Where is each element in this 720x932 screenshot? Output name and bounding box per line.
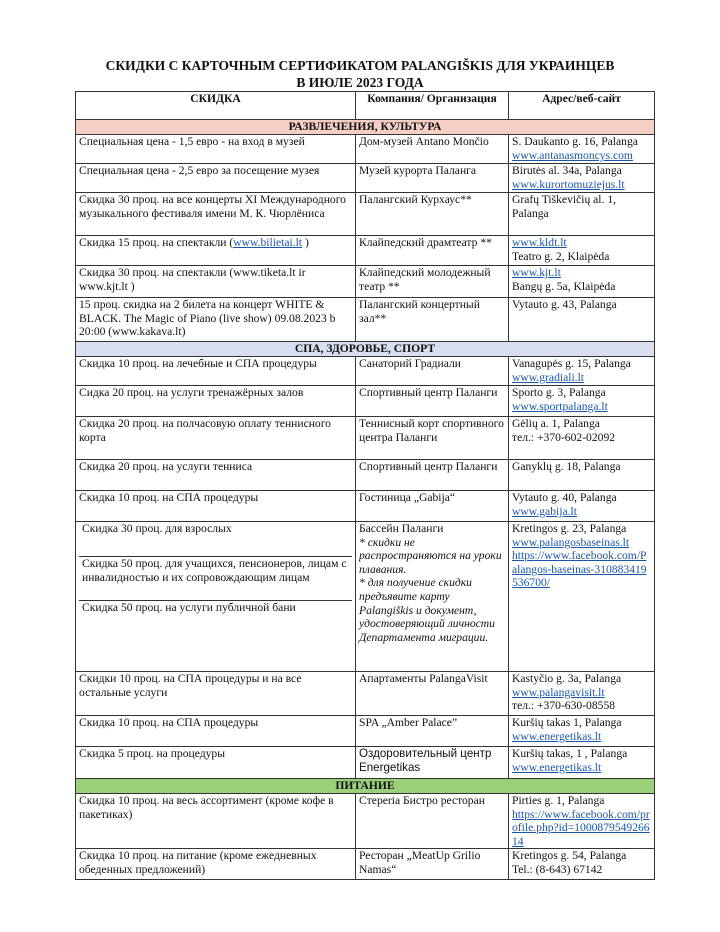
website-link[interactable]: www.kjt.lt (512, 266, 561, 279)
address-text: S. Daukanto g. 16, Palanga (512, 135, 638, 148)
website-link[interactable]: www.kldt.lt (512, 236, 567, 249)
table-row (76, 716, 655, 747)
section-row (76, 342, 655, 357)
discount-cell: Специальная цена - 2,5 евро за посещение музея (76, 164, 356, 193)
discount-text: Скидка 15 проц. на спектакли ( (79, 236, 234, 249)
company-cell: Палангский Курхаус** (356, 193, 509, 236)
header-company: Компания/ Организация (356, 92, 509, 120)
address-text: Birutės al. 34a, Palanga (512, 164, 622, 177)
discount-students: Скидка 50 проц. для учащихся, пенсионеров, лицам с инвалидностью и их сопровождающим лицам (79, 557, 352, 601)
company-cell: Клайпедский молодежный театр ** (356, 266, 509, 298)
discount-cell: Скидка 20 проц. на полчасовую оплату теннисного корта (76, 417, 356, 460)
address-text: Kretingos g. 54, Palanga (512, 849, 627, 863)
address-text: Gėlių a. 1, Palanga (512, 417, 600, 430)
table-row (76, 357, 655, 386)
document-title-line1: СКИДКИ С КАРТОЧНЫМ СЕРТИФИКАТОМ PALANGIŠKIS ДЛЯ УКРАИНЦЕВ (105, 58, 615, 73)
address-text: Teatro g. 2, Klaipėda (512, 249, 610, 263)
table-header-row (76, 92, 655, 120)
company-cell (356, 522, 509, 672)
discount-bath: Скидка 50 проц. на услуги публичной бани (82, 601, 296, 614)
discount-cell: Скидка 20 проц. на услуги тенниса (76, 460, 356, 491)
discount-cell: Скидка 10 проц. на весь ассортимент (кроме кофе в пакетиках) (76, 794, 356, 849)
website-link[interactable]: www.antanasmoncys.com (512, 148, 633, 162)
table-row-pool (76, 522, 655, 672)
phone-text: тел.: +370-602-02092 (512, 430, 616, 444)
discount-cell: Скидка 10 проц. на СПА процедуры (76, 716, 356, 747)
website-link[interactable]: www.palangavisit.lt (512, 685, 605, 699)
table-row (76, 794, 655, 849)
header-address: Адрес/веб-сайт (509, 92, 655, 120)
discount-cell: Специальная цена - 1,5 евро - на вход в музей (76, 135, 356, 164)
company-cell: Оздоровительный центр Energetikas (356, 747, 509, 779)
table-row (76, 135, 655, 164)
discount-cell: Скидки 10 проц. на СПА процедуры и на все остальные услуги (76, 672, 356, 716)
pool-note-document: * для получение скидки предъявите карту Palangiškis и документ, удостоверяющий личности Департамента миграции. (359, 576, 495, 644)
company-cell: Cтeperia Бистро ресторан (356, 794, 509, 849)
discount-cell (76, 236, 356, 266)
address-cell: Vytauto g. 43, Palanga (509, 298, 655, 342)
table-row (76, 460, 655, 491)
address-text: Bangų g. 5a, Klaipėda (512, 279, 616, 293)
section-row (76, 120, 655, 135)
address-cell: Ganyklų g. 18, Palanga (509, 460, 655, 491)
table-row (76, 672, 655, 716)
company-name: Бассейн Паланги (359, 522, 444, 535)
document-title-line2: В ИЮЛЕ 2023 ГОДА (296, 75, 424, 90)
address-cell (509, 417, 655, 460)
phone-text: тел.: +370-630-08558 (512, 699, 616, 713)
table-row (76, 491, 655, 522)
table-row (76, 266, 655, 298)
table-row (76, 417, 655, 460)
website-link[interactable]: www.gradiali.lt (512, 370, 585, 384)
company-cell: Санаторий Градиали (356, 357, 509, 386)
address-cell (509, 266, 655, 298)
table-row (76, 193, 655, 236)
facebook-link[interactable]: https://www.facebook.com/Palangos-baseinas-310883419536700/ (512, 549, 647, 590)
company-cell: Спортивный центр Паланги (356, 386, 509, 417)
address-cell (509, 236, 655, 266)
address-cell (509, 849, 655, 880)
address-cell (509, 164, 655, 193)
bilietai-link[interactable]: www.bilietai.lt (233, 236, 303, 249)
section-spa: СПА, ЗДОРОВЬЕ, СПОРТ (76, 342, 655, 357)
company-cell: Спортивный центр Паланги (356, 460, 509, 491)
discount-cell: 15 проц. скидка на 2 билета на концерт WHITE & BLACK. The Magic of Piano (live show) 09.08.2023 b 20:00 (www.kakava.lt) (76, 298, 356, 342)
address-cell (509, 135, 655, 164)
website-link[interactable]: www.kurortomuziejus.lt (512, 177, 625, 191)
company-cell: SPA „Amber Palace” (356, 716, 509, 747)
address-text: Kretingos g. 23, Palanga (512, 522, 627, 535)
discount-cell: Сидка 20 проц. на услуги тренажёрных залов (76, 386, 356, 417)
company-cell: Апартаменты PalangaVisit (356, 672, 509, 716)
table-row (76, 386, 655, 417)
address-cell (509, 716, 655, 747)
website-link[interactable]: www.energetikas.lt (512, 760, 602, 774)
section-culture: РАЗВЛЕЧЕНИЯ, КУЛЬТУРА (76, 120, 655, 135)
section-food: ПИТАНИЕ (76, 779, 655, 794)
table-row (76, 298, 655, 342)
address-text: Kuršių takas, 1 , Palanga (512, 747, 628, 760)
section-row (76, 779, 655, 794)
address-cell (509, 357, 655, 386)
discount-adults: Скидка 30 проц. для взрослых (79, 522, 352, 557)
address-cell: Grafų Tiškevičių al. 1, Palanga (509, 193, 655, 236)
discount-cell: Скидка 10 проц. на СПА процедуры (76, 491, 356, 522)
address-text: Vytauto g. 40, Palanga (512, 491, 617, 504)
pool-note-swimming: * скидки не распространяются на уроки плавания. (359, 535, 502, 576)
address-text: Pirties g. 1, Palanga (512, 794, 605, 807)
website-link[interactable]: www.sportpalanga.lt (512, 399, 608, 413)
company-cell: Гостиница „Gabija“ (356, 491, 509, 522)
website-link[interactable]: www.energetikas.lt (512, 729, 602, 743)
company-cell: Теннисный корт спортивного центра Паланги (356, 417, 509, 460)
address-cell (509, 522, 655, 672)
discount-cell: Скидка 5 проц. на процедуры (76, 747, 356, 779)
phone-text: Tel.: (8-643) 67142 (512, 862, 603, 876)
table-row (76, 236, 655, 266)
address-text: Sporto g. 3, Palanga (512, 386, 606, 399)
discount-cell: Скидка 30 проц. на все концерты XI Международного музыкального фестиваля имени М. К. Чюрлёниса (76, 193, 356, 236)
address-text: Vanagupės g. 15, Palanga (512, 357, 631, 370)
company-cell: Палангский концертный зал** (356, 298, 509, 342)
website-link[interactable]: www.gabija.lt (512, 504, 577, 518)
company-cell: Клайпедский драмтеатр ** (356, 236, 509, 266)
discount-cell: Скидка 30 проц. на спектакли (www.tiketa.lt ir www.kjt.lt ) (76, 266, 356, 298)
company-cell: Ресторан „MeatUp Grilio Namas“ (356, 849, 509, 880)
company-cell: Музей курорта Паланга (356, 164, 509, 193)
company-cell: Дом-музей Antano Mončio (356, 135, 509, 164)
discount-table (75, 91, 655, 880)
table-row (76, 849, 655, 880)
table-row (76, 164, 655, 193)
discount-cell-group (76, 522, 356, 672)
address-cell (509, 672, 655, 716)
facebook-link[interactable]: https://www.facebook.com/profile.php?id=100087954926614 (512, 807, 650, 848)
address-cell (509, 491, 655, 522)
table-row (76, 747, 655, 779)
address-cell (509, 747, 655, 779)
website-link[interactable]: www.palangosbaseinas.lt (512, 535, 630, 549)
discount-text-end: ) (302, 236, 309, 249)
discount-cell: Скидка 10 проц. на лечебные и СПА процедуры (76, 357, 356, 386)
address-cell (509, 794, 655, 849)
address-text: Kuršių takas 1, Palanga (512, 716, 622, 729)
address-text: Kastyčio g. 3a, Palanga (512, 672, 622, 685)
header-discount: СКИДКА (76, 92, 356, 120)
discount-cell: Скидка 10 проц. на питание (кроме ежедневных обеденных предложений) (76, 849, 356, 880)
address-cell (509, 386, 655, 417)
